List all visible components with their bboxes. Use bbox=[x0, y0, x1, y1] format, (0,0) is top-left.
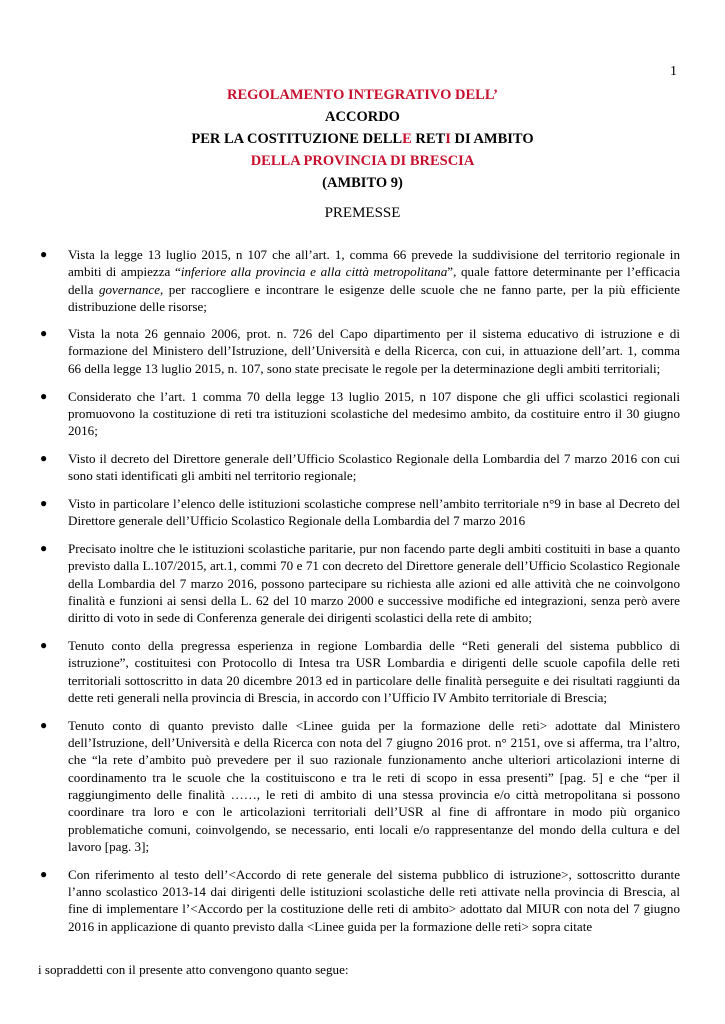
list-item-text: Considerato che l’art. 1 comma 70 della legge 13 luglio 2015, n 107 dispone che gli uffici scolastici regionali promuovono la costituzione di reti tra istituzioni scolastiche del medesimo ambito, da costituire entro il 30 giugno 2016; bbox=[68, 388, 680, 439]
section-heading: PREMESSE bbox=[324, 205, 401, 221]
list-item-text: Con riferimento al testo dell’<Accordo di rete generale del sistema pubblico di istruzione>, sottoscritto durante l’anno scolastico 2013-14 dai dirigenti delle istituzioni scolastiche delle reti attivate nella provincia di Brescia, al fine di implementare l’<Accordo per la costituzione delle reti di ambito> adottato dal MIUR con nota del 7 giugno 2016 in applicazione di quanto previsto dalla <Linee guida per la formazione delle reti> sopra citate bbox=[68, 866, 680, 934]
title-line-3-part-d: I bbox=[445, 131, 451, 147]
title-line-3-part-c: RET bbox=[411, 131, 446, 147]
bullet-icon: ● bbox=[40, 638, 48, 653]
bullet-icon: ● bbox=[40, 247, 48, 261]
list-item-text: Tenuto conto di quanto previsto dalle <Linee guida per la formazione delle reti> adottate dal Ministero dell’Istruzione, dell’Università e della Ricerca con nota del 7 giugno 2016 prot. n° 2151, ove si afferma, tra l’altro, che “la rete d’ambito può prevedere per il suo razionale funzionamento anche ulteriori articolazioni interne di coordinamento tra le scuole che la costituiscono e tra le reti di scopo in essa presenti” [pag. 5] e che “per il raggiungimento delle finalità ……, le reti di ambito di una stessa provincia e/o città metropolitana si possono coordinare tra loro e con le articolazioni territoriali dell’USR al fine di affrontare in modo più organico problematiche comuni, coinvolgendo, se necessario, enti locali e/o rappresentanze del mondo della cultura e del lavoro [pag. 3]; bbox=[68, 717, 680, 854]
bullet-icon: ● bbox=[40, 388, 48, 403]
list-item-text: Tenuto conto della pregressa esperienza in regione Lombardia delle “Reti generali del sistema pubblico di istruzione”, costituitesi con Protocollo di Intesa tra USR Lombardia e dirigenti delle scuole capofila delle reti territoriali sottoscritto in data 20 dicembre 2013 ed in particolare delle finalità perseguite e dei risultati raggiunti da dette reti generali nella provincia di Brescia, in accordo con l’Ufficio IV Ambito territoriale di Brescia; bbox=[68, 638, 680, 706]
closing-sentence: i sopraddetti con il presente atto convengono quanto segue: bbox=[38, 962, 349, 977]
list-item bbox=[38, 246, 680, 315]
list-item-text: Visto in particolare l’elenco delle istituzioni scolastiche comprese nell’ambito territoriale n°9 in base al Decreto del Direttore generale dell’Ufficio Scolastico Regionale della Lombardia del 7 marzo 2016 bbox=[68, 496, 680, 529]
list-item bbox=[38, 325, 680, 377]
document-title bbox=[0, 84, 725, 194]
bullet-icon: ● bbox=[40, 866, 48, 881]
list-item-text-a: Vista la legge 13 luglio 2015, n 107 che all’art. 1, comma 66 prevede la suddivisione del territorio regionale in ambiti di ampiezza “ bbox=[68, 247, 680, 280]
list-item-emphasis: governance bbox=[98, 281, 161, 297]
title-line-3-part-b: E bbox=[402, 131, 412, 147]
premesse-list bbox=[38, 246, 680, 945]
bullet-icon: ● bbox=[40, 541, 48, 556]
list-item-text-c: , per raccogliere e incontrare le esigenze delle scuole che ne fanno parte, per la più efficiente distribuzione delle risorse; bbox=[68, 281, 680, 314]
list-item bbox=[38, 388, 680, 440]
title-line-3-part-e: DI AMBITO bbox=[450, 131, 534, 147]
list-item bbox=[38, 450, 680, 485]
title-line-5: (AMBITO 9) bbox=[322, 175, 403, 191]
list-item bbox=[38, 495, 680, 530]
title-line-2: ACCORDO bbox=[325, 109, 400, 125]
bullet-icon: ● bbox=[40, 326, 48, 341]
title-line-4: DELLA PROVINCIA DI BRESCIA bbox=[250, 153, 475, 169]
list-item bbox=[38, 540, 680, 626]
list-item-text: Vista la nota 26 gennaio 2006, prot. n. 726 del Capo dipartimento per il sistema educativo di istruzione e di formazione del Ministero dell’Istruzione, dell’Università e della Ricerca, con cui, in attuazione dell’art. 1, comma 66 della legge 13 luglio 2015, n. 107, sono state precisate le regole per la determinazione degli ambiti territoriali; bbox=[68, 326, 680, 376]
list-item-text-b: ”, quale fattore determinante per l’efficacia della bbox=[68, 264, 680, 297]
list-item bbox=[38, 637, 680, 706]
bullet-icon: ● bbox=[40, 717, 48, 732]
list-item-text: Precisato inoltre che le istituzioni scolastiche paritarie, pur non facendo parte degli ambiti costituiti in base a quanto previsto dalla L.107/2015, art.1, commi 70 e 71 con decreto del Direttore generale dell’Ufficio Scolastico Regionale della Lombardia del 7 marzo 2016, possono partecipare su richiesta alle azioni ed alle attività che ne coinvolgono finalità e funzioni ai sensi della L. 62 del 10 marzo 2000 e successive modifiche ed integrazioni, senza però avere diritto di voto in sede di Conferenza generale dei dirigenti scolastici della rete di ambito; bbox=[68, 541, 680, 626]
bullet-icon: ● bbox=[40, 496, 48, 511]
list-item-text: Visto il decreto del Direttore generale dell’Ufficio Scolastico Regionale della Lombardia del 7 marzo 2016 con cui sono stati identificati gli ambiti nel territorio regionale; bbox=[68, 450, 680, 484]
list-item bbox=[38, 717, 680, 855]
bullet-icon: ● bbox=[40, 450, 48, 465]
list-item bbox=[38, 866, 680, 935]
list-item-emphasis: inferiore alla provincia e alla città metropolitana bbox=[180, 264, 448, 280]
title-line-1: REGOLAMENTO INTEGRATIVO DELL’ bbox=[227, 87, 498, 103]
title-line-3-part-a: PER LA COSTITUZIONE DELL bbox=[191, 131, 403, 147]
title-line-3 bbox=[0, 128, 725, 150]
page-number: 1 bbox=[670, 64, 677, 79]
